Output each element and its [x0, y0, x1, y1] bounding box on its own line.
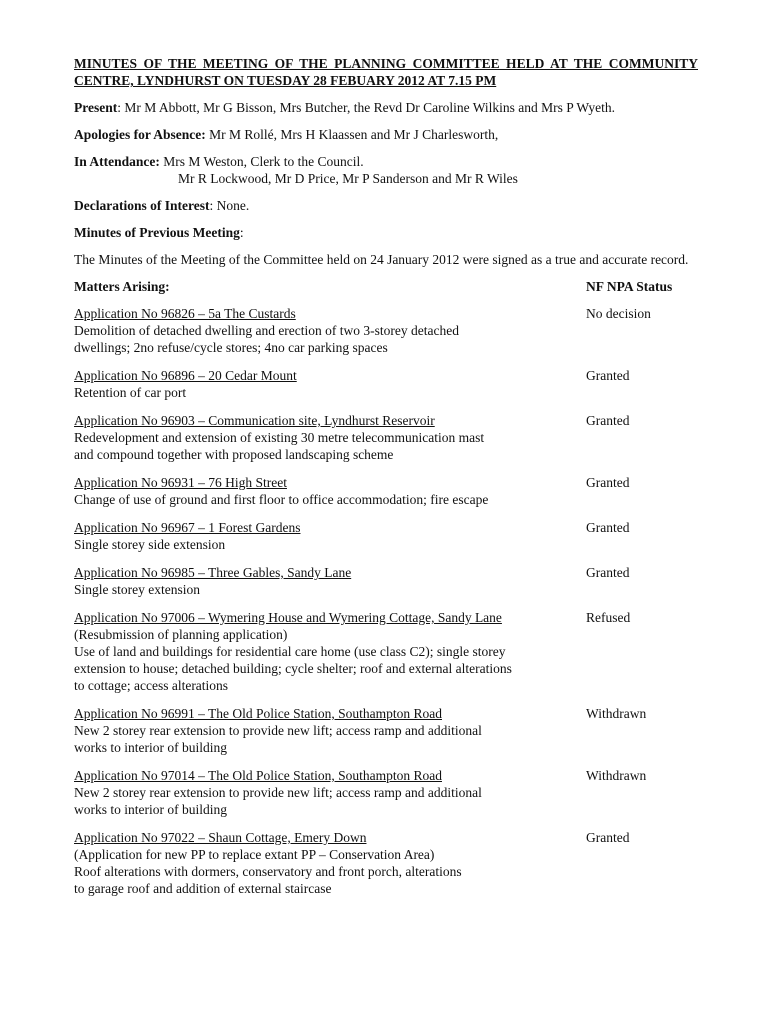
application-description-line: Change of use of ground and first floor to office accommodation; fire escape	[74, 492, 489, 507]
application-description-line: New 2 storey rear extension to provide new lift; access ramp and additional	[74, 723, 482, 738]
application-status: Granted	[586, 368, 630, 383]
application-item	[74, 564, 698, 598]
application-description-line: (Application for new PP to replace extant PP – Conservation Area)	[74, 847, 435, 862]
present-label: Present	[74, 100, 118, 115]
application-description-line: extension to house; detached building; cycle shelter; roof and external alterations	[74, 661, 512, 676]
application-description-line: (Resubmission of planning application)	[74, 627, 288, 642]
application-status: Granted	[586, 475, 630, 490]
application-status: Granted	[586, 830, 630, 845]
application-description-line: dwellings; 2no refuse/cycle stores; 4no car parking spaces	[74, 340, 388, 355]
application-name: Application No 97014 – The Old Police Station, Southampton Road	[74, 768, 442, 783]
application-description-line: Retention of car port	[74, 385, 187, 400]
attendance-paragraph	[74, 153, 698, 187]
application-item	[74, 474, 698, 508]
previous-minutes-label: Minutes of Previous Meeting	[74, 225, 240, 240]
attendance-label: In Attendance:	[74, 154, 160, 169]
application-description-line: Roof alterations with dormers, conservatory and front porch, alterations	[74, 864, 462, 879]
application-description-line: works to interior of building	[74, 802, 227, 817]
application-item	[74, 767, 698, 818]
application-status: Withdrawn	[586, 706, 647, 721]
application-description-line: Single storey extension	[74, 582, 200, 597]
application-description-line: and compound together with proposed landscaping scheme	[74, 447, 394, 462]
matters-arising-label: Matters Arising:	[74, 279, 170, 294]
application-item	[74, 367, 698, 401]
matters-arising-header	[74, 278, 698, 295]
application-description-line: Use of land and buildings for residential care home (use class C2); single storey	[74, 644, 506, 659]
application-status: Granted	[586, 565, 630, 580]
apologies-paragraph	[74, 126, 698, 143]
status-column-header: NF NPA Status	[586, 279, 673, 294]
application-details	[74, 305, 579, 356]
previous-minutes-text: The Minutes of the Meeting of the Committee held on 24 January 2012 were signed as a true and accurate record.	[74, 252, 689, 267]
application-name: Application No 96826 – 5a The Custards	[74, 306, 296, 321]
application-name: Application No 97006 – Wymering House and Wymering Cottage, Sandy Lane	[74, 610, 502, 625]
declarations-paragraph	[74, 197, 698, 214]
applications-list	[74, 305, 698, 897]
declarations-text: : None.	[209, 198, 250, 213]
application-details	[74, 609, 579, 694]
application-item	[74, 829, 698, 897]
present-paragraph	[74, 99, 698, 116]
application-details	[74, 412, 579, 463]
apologies-label: Apologies for Absence:	[74, 127, 206, 142]
application-description-line: Demolition of detached dwelling and erection of two 3-storey detached	[74, 323, 459, 338]
application-description-line: Single storey side extension	[74, 537, 226, 552]
application-item	[74, 519, 698, 553]
application-item	[74, 609, 698, 694]
application-item	[74, 705, 698, 756]
application-details	[74, 705, 579, 756]
application-name: Application No 96967 – 1 Forest Gardens	[74, 520, 301, 535]
previous-minutes-heading	[74, 224, 698, 241]
application-description-line: works to interior of building	[74, 740, 227, 755]
application-name: Application No 96931 – 76 High Street	[74, 475, 287, 490]
application-description-line: New 2 storey rear extension to provide new lift; access ramp and additional	[74, 785, 482, 800]
application-description-line: to cottage; access alterations	[74, 678, 229, 693]
previous-minutes-colon: :	[239, 225, 244, 240]
minutes-document	[74, 55, 698, 908]
application-name: Application No 96896 – 20 Cedar Mount	[74, 368, 297, 383]
application-status: Refused	[586, 610, 631, 625]
apologies-text: Mr M Rollé, Mrs H Klaassen and Mr J Charlesworth,	[205, 127, 499, 142]
application-name: Application No 96903 – Communication site, Lyndhurst Reservoir	[74, 413, 435, 428]
attendance-line-1	[74, 153, 698, 170]
application-details	[74, 829, 579, 897]
attendance-line-2: Mr R Lockwood, Mr D Price, Mr P Sanderson and Mr R Wiles	[178, 171, 518, 186]
attendance-clerk: Mrs M Weston, Clerk to the Council.	[159, 154, 364, 169]
application-item	[74, 412, 698, 463]
application-description-line: Redevelopment and extension of existing 30 metre telecommunication mast	[74, 430, 485, 445]
application-status: Granted	[586, 520, 630, 535]
application-item	[74, 305, 698, 356]
application-details	[74, 767, 579, 818]
present-text: : Mr M Abbott, Mr G Bisson, Mrs Butcher, the Revd Dr Caroline Wilkins and Mrs P Wyeth.	[117, 100, 615, 115]
application-status: Granted	[586, 413, 630, 428]
document-title: MINUTES OF THE MEETING OF THE PLANNING COMMITTEE HELD AT THE COMMUNITY CENTRE, LYNDHURST ON TUESDAY 28 FEBUARY 2012 AT 7.15 PM	[74, 56, 698, 88]
application-details	[74, 367, 579, 401]
application-name: Application No 97022 – Shaun Cottage, Emery Down	[74, 830, 367, 845]
application-status: Withdrawn	[586, 768, 647, 783]
application-description-line: to garage roof and addition of external staircase	[74, 881, 332, 896]
declarations-label: Declarations of Interest	[74, 198, 210, 213]
application-details	[74, 564, 579, 598]
application-status: No decision	[586, 306, 651, 321]
application-details	[74, 519, 579, 553]
application-name: Application No 96991 – The Old Police Station, Southampton Road	[74, 706, 442, 721]
application-details	[74, 474, 579, 508]
application-name: Application No 96985 – Three Gables, Sandy Lane	[74, 565, 352, 580]
